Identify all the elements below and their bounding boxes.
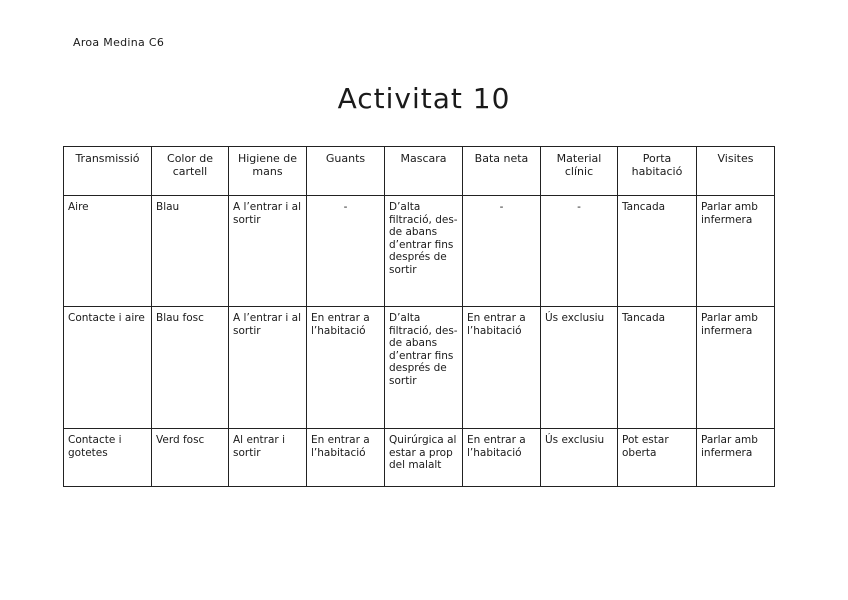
column-header-visits: Visites [697, 147, 775, 196]
precautions-table [63, 146, 775, 487]
column-header-transmission: Transmissió [64, 147, 152, 196]
table-cell: Aire [64, 196, 152, 307]
table-cell: Tancada [618, 196, 697, 307]
table-cell: D’alta filtració, des-de abans d’entrar fins després de sortir [385, 307, 463, 429]
table-cell: A l’entrar i al sortir [229, 196, 307, 307]
table-row [64, 429, 775, 487]
table-cell: Blau [152, 196, 229, 307]
table-row [64, 307, 775, 429]
column-header-room-door: Porta habitació [618, 147, 697, 196]
table-cell: En entrar a l’habitació [463, 307, 541, 429]
table-cell: En entrar a l’habitació [307, 429, 385, 487]
table-cell: - [541, 196, 618, 307]
table-cell: Parlar amb infermera [697, 196, 775, 307]
table-row [64, 196, 775, 307]
table-cell: En entrar a l’habitació [463, 429, 541, 487]
table-cell: Al entrar i sortir [229, 429, 307, 487]
table-cell: Pot estar oberta [618, 429, 697, 487]
table-cell: Contacte i aire [64, 307, 152, 429]
table-cell: En entrar a l’habitació [307, 307, 385, 429]
table-cell: Blau fosc [152, 307, 229, 429]
column-header-mask: Mascara [385, 147, 463, 196]
author-name: Aroa Medina C6 [73, 36, 165, 49]
table-cell: - [463, 196, 541, 307]
table-cell: D’alta filtració, des-de abans d’entrar fins després de sortir [385, 196, 463, 307]
column-header-gown: Bata neta [463, 147, 541, 196]
table-cell: Contacte i gotetes [64, 429, 152, 487]
table-header-row [64, 147, 775, 196]
column-header-sign-color: Color de cartell [152, 147, 229, 196]
table-cell: Parlar amb infermera [697, 307, 775, 429]
page-title: Activitat 10 [337, 82, 511, 115]
table-cell: - [307, 196, 385, 307]
table-cell: Ús exclusiu [541, 307, 618, 429]
table-cell: Tancada [618, 307, 697, 429]
table-cell: A l’entrar i al sortir [229, 307, 307, 429]
column-header-gloves: Guants [307, 147, 385, 196]
table-cell: Quirúrgica al estar a prop del malalt [385, 429, 463, 487]
table-cell: Parlar amb infermera [697, 429, 775, 487]
column-header-hand-hygiene: Higiene de mans [229, 147, 307, 196]
column-header-clinical-material: Material clínic [541, 147, 618, 196]
table-cell: Ús exclusiu [541, 429, 618, 487]
table-cell: Verd fosc [152, 429, 229, 487]
